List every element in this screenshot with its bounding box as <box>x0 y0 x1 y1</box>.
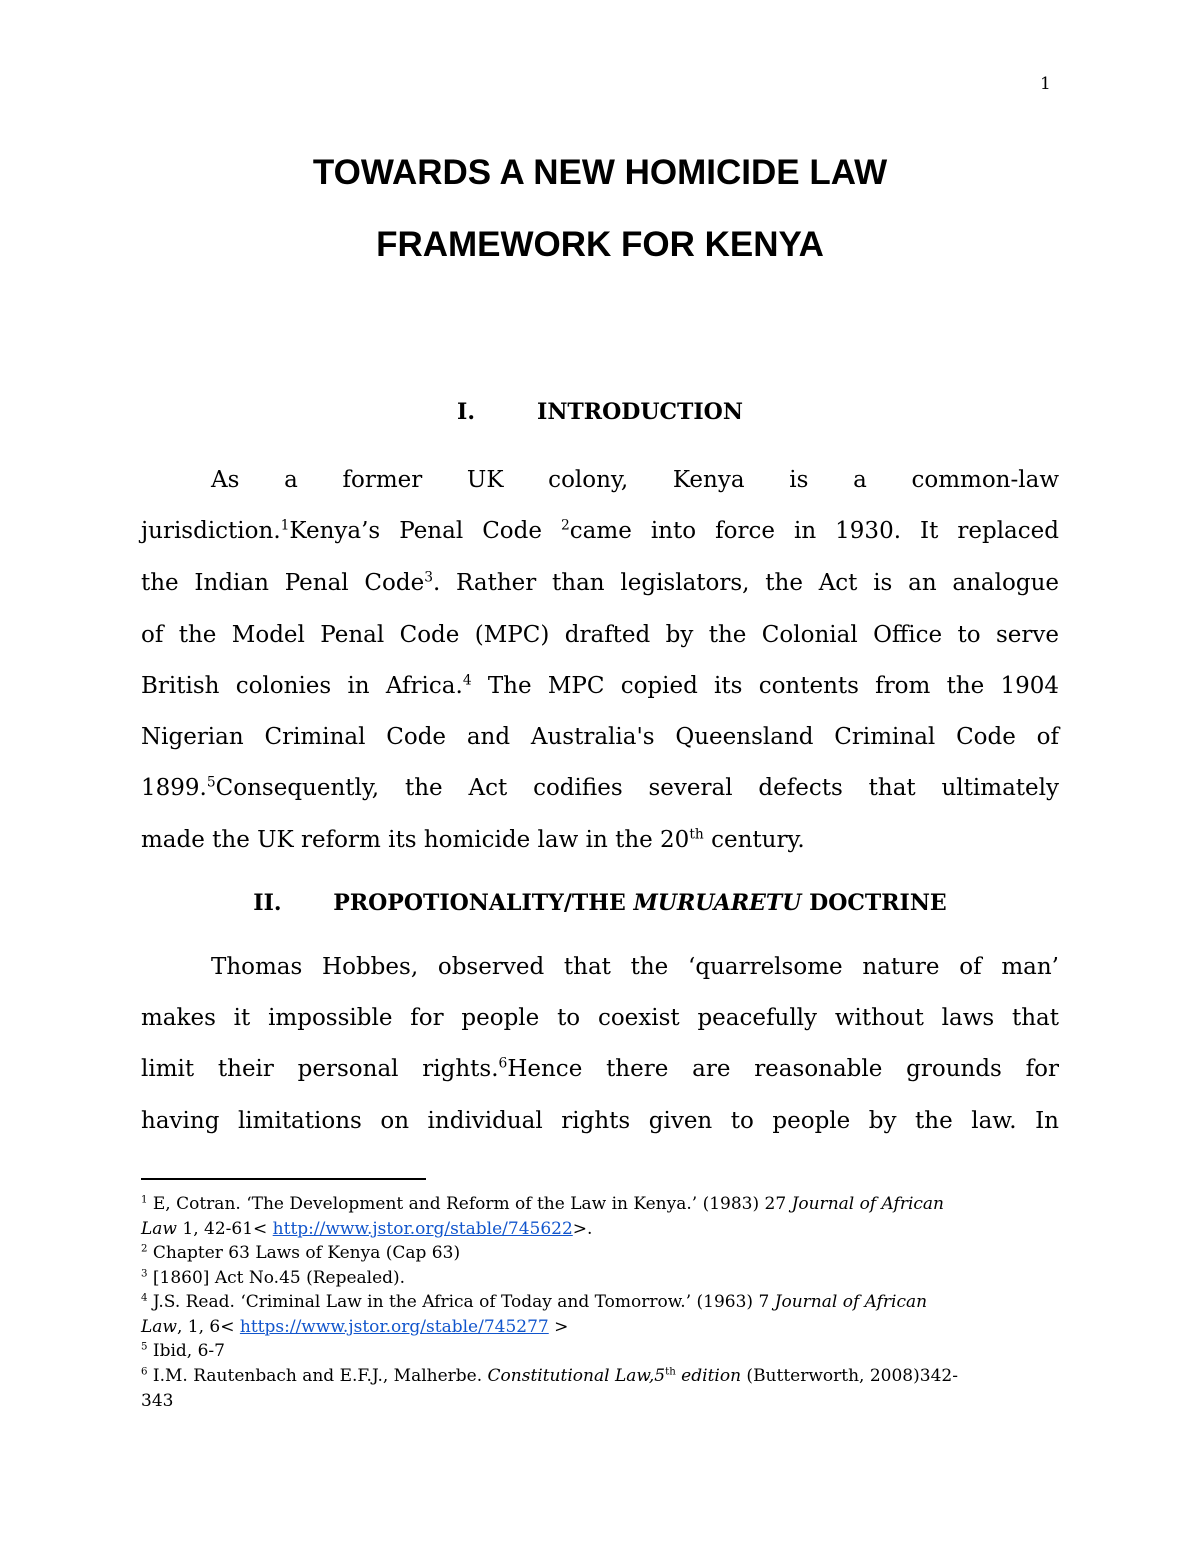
footnote-4-cont: Law, 1, 6< https://www.jstor.org/stable/745277 > <box>141 1317 569 1337</box>
jstor-link[interactable]: http://www.jstor.org/stable/745622 <box>272 1219 573 1239</box>
paragraph-line: makes it impossible for people to coexist peacefully without laws that <box>141 1005 1059 1031</box>
footnote-ref[interactable]: 1 <box>280 517 290 534</box>
paragraph-line: jurisdiction.$^1$Kenya’s Penal Code $^2$came into force in 1930. It replaced <box>141 517 1059 544</box>
footnote-separator <box>141 1178 426 1180</box>
footnote-4: $^4$ J.S. Read. ‘Criminal Law in the Africa of Today and Tomorrow.’ (1963) 7 Journal of African <box>141 1292 928 1312</box>
title-line-2: FRAMEWORK FOR KENYA <box>376 225 824 264</box>
footnote-6-cont: 343 <box>141 1391 174 1411</box>
footnote-1: $^1$ E, Cotran. ‘The Development and Reform of the Law in Kenya.’ (1983) 27 Journal of African <box>141 1194 944 1214</box>
superscript: th <box>689 826 704 843</box>
footnote-1-cont: Law 1, 42-61< http://www.jstor.org/stable/745622>. <box>141 1219 593 1239</box>
footnote-ref[interactable]: 6 <box>498 1055 508 1072</box>
footnote-ref[interactable]: 4 <box>462 672 472 689</box>
paragraph-line: having limitations on individual rights given to people by the law. In <box>141 1108 1059 1134</box>
section-number: I. <box>457 399 475 425</box>
section-heading-proportionality: II. PROPOTIONALITY/THE MURUARETU DOCTRINE <box>253 890 947 916</box>
footnote-ref[interactable]: 5 <box>206 774 216 791</box>
paragraph-line: Nigerian Criminal Code and Australia's Queensland Criminal Code of <box>141 724 1059 750</box>
page-number: 1 <box>1040 74 1051 94</box>
footnote-ref[interactable]: 2 <box>561 517 570 534</box>
paragraph-line: limit their personal rights.$^6$Hence there are reasonable grounds for <box>141 1055 1059 1082</box>
footnote-2: $^2$ Chapter 63 Laws of Kenya (Cap 63) <box>141 1243 461 1263</box>
jstor-link[interactable]: https://www.jstor.org/stable/745277 <box>239 1317 549 1337</box>
paragraph-line: the Indian Penal Code$^3$. Rather than legislators, the Act is an analogue <box>141 569 1059 596</box>
title-line-1: TOWARDS A NEW HOMICIDE LAW <box>312 153 888 192</box>
section-number: II. <box>253 890 282 916</box>
paragraph-line: British colonies in Africa.$^4$ The MPC copied its contents from the 1904 <box>141 672 1060 699</box>
paragraph-line: Thomas Hobbes, observed that the ‘quarrelsome nature of man’ <box>211 954 1059 980</box>
paragraph-line: 1899.$^5$Consequently, the Act codifies several defects that ultimately <box>141 774 1059 801</box>
paragraph-line: made the UK reform its homicide law in the 20th century. <box>141 826 805 853</box>
paragraph-line: of the Model Penal Code (MPC) drafted by the Colonial Office to serve <box>141 622 1059 648</box>
section-title: INTRODUCTION <box>537 399 743 425</box>
footnote-6: $^6$ I.M. Rautenbach and E.F.J., Malherbe. Constitutional Law,5th edition (Butterworth, 2008)342- <box>141 1366 958 1386</box>
footnote-3: $^3$ [1860] Act No.45 (Repealed). <box>141 1268 406 1288</box>
footnote-5: $^5$ Ibid, 6-7 <box>141 1341 225 1361</box>
footnote-ref[interactable]: 3 <box>424 569 433 586</box>
paragraph-line: As a former UK colony, Kenya is a common-law <box>211 467 1059 493</box>
section-heading-introduction <box>0 401 1200 423</box>
